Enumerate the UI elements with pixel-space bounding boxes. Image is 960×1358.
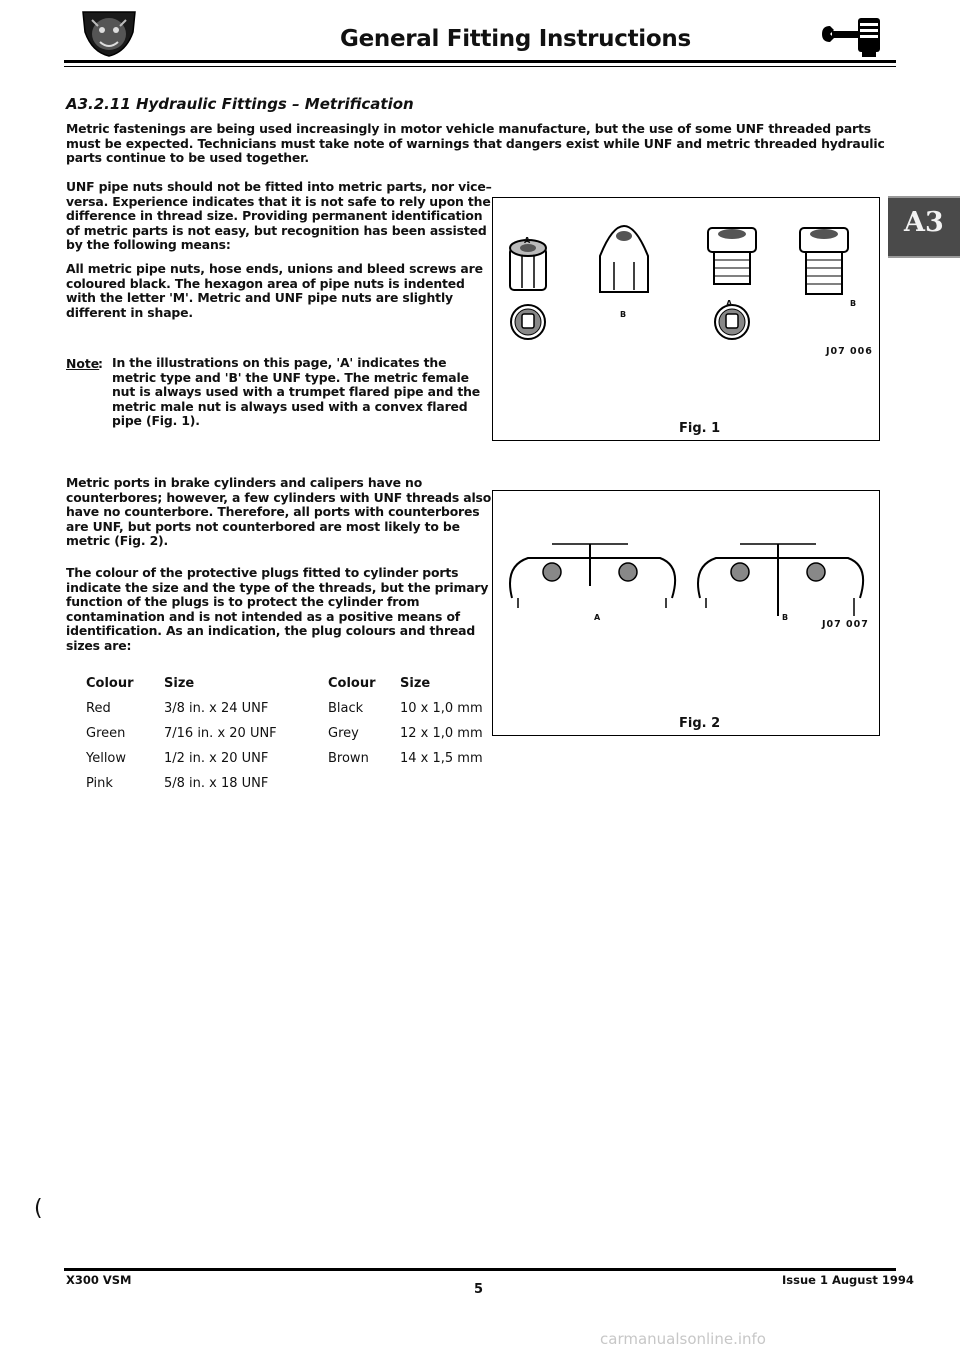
table-cell-size: 12 x 1,0 mm xyxy=(400,726,483,741)
pipe-nut-illustrations xyxy=(500,222,870,362)
page-number: 5 xyxy=(474,1282,484,1297)
unf-female-nut-drawing xyxy=(600,226,648,292)
table-cell-size: 5/8 in. x 18 UNF xyxy=(164,776,269,791)
brake-port-illustrations xyxy=(500,540,870,620)
fig2-mark-b: B xyxy=(782,613,789,622)
table-cell-colour: Red xyxy=(86,701,111,716)
table-cell-colour: Yellow xyxy=(86,751,127,766)
fig2-caption: Fig. 2 xyxy=(679,716,721,731)
metric-ports-paragraph: Metric ports in brake cylinders and calipers have no counterbores; however, a few cylinders with UNF threads also have no counterbore. Therefore, all ports with counterbores are UNF, but ports not counterbored are most likely to be metric (Fig. 2). xyxy=(66,475,492,549)
stray-mark: ( xyxy=(34,1196,43,1221)
fig1-mark-b2: B xyxy=(850,299,857,308)
fig1-mark-a2: A xyxy=(726,299,733,308)
note-text: In the illustrations on this page, 'A' indicates the metric type and 'B' the UNF type. The metric female nut is always used with a trumpet flared pipe and the metric male nut is always used with a convex flared pipe (Fig. 1). xyxy=(112,355,481,429)
note-colon: : xyxy=(98,356,103,371)
footer-rule xyxy=(64,1268,896,1271)
jaguar-head-emblem-icon xyxy=(80,10,138,58)
table-cell-size: 14 x 1,5 mm xyxy=(400,751,483,766)
table-cell-colour: Pink xyxy=(86,776,113,791)
table-header-colour-right: Colour xyxy=(328,676,376,691)
plug-colour-paragraph: The colour of the protective plugs fitted to cylinder ports indicate the size and the type of the threads, but the primary function of the plugs is to protect the cylinder from contamination and is not intended as a positive means of identification. As an indication, the plug colours and thread sizes are: xyxy=(66,565,489,653)
footer-issue-date: Issue 1 August 1994 xyxy=(782,1273,914,1287)
unf-male-nut-drawing xyxy=(800,228,848,294)
table-header-size-left: Size xyxy=(164,676,195,691)
table-cell-size: 7/16 in. x 20 UNF xyxy=(164,726,277,741)
metric-port-drawing xyxy=(510,544,675,608)
unf-pipe-nut-paragraph: UNF pipe nuts should not be fitted into metric parts, nor vice–versa. Experience indicates that it is not safe to rely upon the difference in thread size. Providing permanent identification of metric parts is not easy, but recognition has been assisted by the following means: xyxy=(66,179,492,253)
fig2-mark-a: A xyxy=(594,613,601,622)
spanner-and-bolt-icon xyxy=(820,14,890,58)
metric-female-nut-drawing xyxy=(510,240,546,339)
table-header-colour-left: Colour xyxy=(86,676,134,691)
note-label: Note xyxy=(66,356,100,371)
fig1-mark-a1: A xyxy=(524,236,531,245)
header-rule xyxy=(64,60,896,63)
unf-port-drawing xyxy=(698,544,863,616)
table-cell-colour: Black xyxy=(328,701,364,716)
fig1-code: J07 006 xyxy=(826,346,873,357)
table-cell-size: 1/2 in. x 20 UNF xyxy=(164,751,269,766)
table-cell-colour: Green xyxy=(86,726,126,741)
page-title: General Fitting Instructions xyxy=(340,26,691,52)
table-cell-size: 3/8 in. x 24 UNF xyxy=(164,701,269,716)
metric-black-paragraph: All metric pipe nuts, hose ends, unions and bleed screws are coloured black. The hexagon area of pipe nuts is indented with the letter 'M'. Metric and UNF pipe nuts are slightly different in shape. xyxy=(66,261,483,320)
watermark: carmanualsonline.info xyxy=(600,1330,766,1348)
table-cell-colour: Grey xyxy=(328,726,359,741)
table-header-size-right: Size xyxy=(400,676,431,691)
table-cell-size: 10 x 1,0 mm xyxy=(400,701,483,716)
metric-male-nut-drawing xyxy=(708,228,756,339)
fig2-code: J07 007 xyxy=(822,619,869,630)
fig1-caption: Fig. 1 xyxy=(679,421,721,436)
header-rule-thin xyxy=(64,66,896,67)
intro-paragraph: Metric fastenings are being used increasingly in motor vehicle manufacture, but the use of some UNF threaded parts must be expected. Technicians must take note of warnings that dangers exist while UNF and metric threaded hydraulic parts continue to be used together. xyxy=(66,121,885,166)
footer-manual-code: X300 VSM xyxy=(66,1273,132,1287)
fig1-mark-b1: B xyxy=(620,310,627,319)
section-tab-label: A3 xyxy=(904,207,944,238)
table-cell-colour: Brown xyxy=(328,751,369,766)
section-heading: A3.2.11 Hydraulic Fittings – Metrification xyxy=(66,95,414,113)
